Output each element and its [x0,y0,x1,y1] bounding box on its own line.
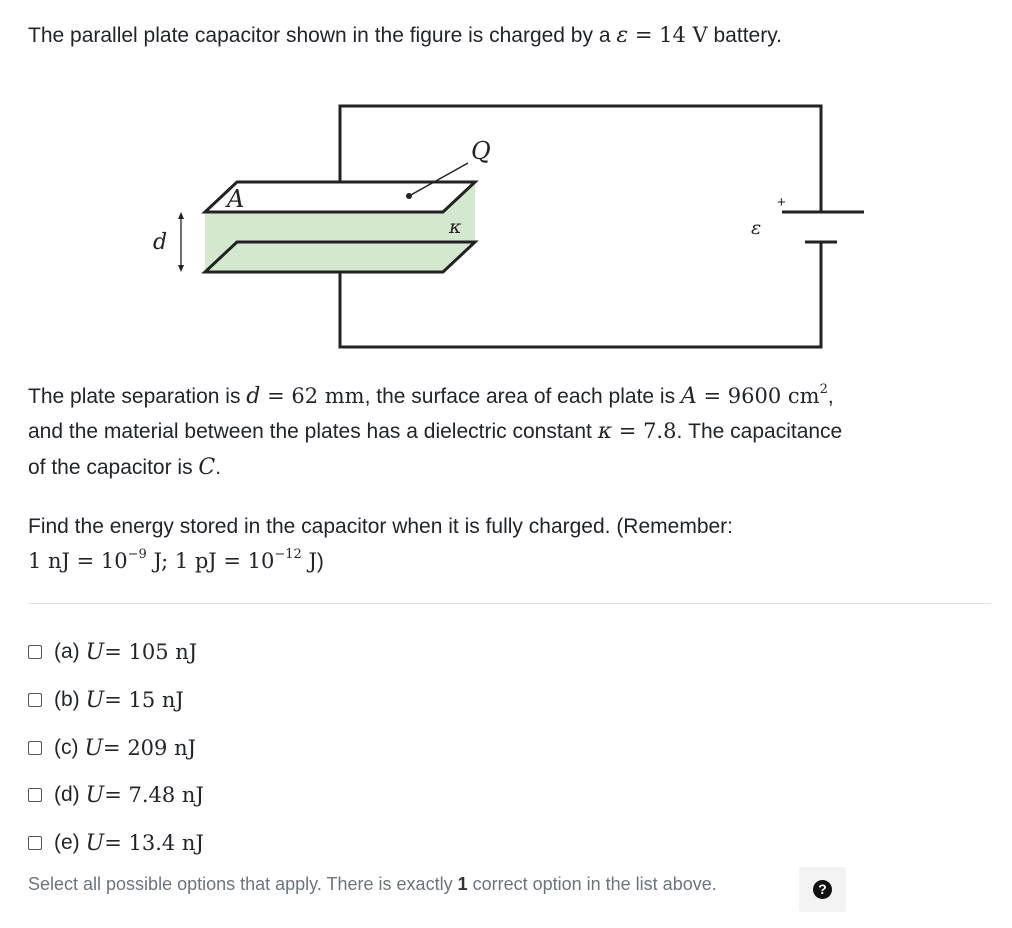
given-values-line1 [28,379,834,414]
option-d-label: (d) [54,783,80,806]
given-values-line2 [28,414,842,449]
q-paren: ) [316,550,324,573]
option-a-value: = 105 nJ [104,640,198,664]
top-plate [205,182,475,212]
given-values-line3 [28,450,221,485]
intro-text-a: The parallel plate capacitor shown in the figure is charged by a [28,24,617,47]
kappa-symbol: κ [597,419,613,444]
p2-line1-a: The plate separation is [28,385,247,408]
separation-arrow-head-top [178,212,184,219]
option-d-var: U [85,782,105,808]
option-b[interactable] [28,685,184,715]
d-value: = 62 mm [260,384,365,408]
help-button[interactable] [799,867,846,912]
option-e-checkbox[interactable] [28,836,42,850]
option-e[interactable] [28,828,204,858]
label-A: A [227,185,245,213]
A-value: = 9600 cm [696,384,820,408]
option-c-label: (c) [54,736,79,759]
option-a-checkbox[interactable] [28,645,42,659]
label-emf: ε [751,217,762,239]
option-e-value: = 13.4 nJ [104,831,204,855]
A-symbol: A [680,384,697,409]
emf-value: 14 V [659,23,708,47]
selection-help-text [28,874,717,895]
q-exp2: −12 [274,547,302,562]
section-divider [28,603,991,604]
capacitor-circuit-figure [140,95,870,355]
q-unit-c: J [301,549,317,573]
option-d-checkbox[interactable] [28,788,42,802]
p2-line2-a: and the material between the plates has a dielectric constant [28,420,598,443]
option-b-label: (b) [54,688,80,711]
separation-arrow-head-bottom [178,265,184,272]
option-c[interactable] [28,733,196,763]
p2-line3-a: of the capacitor is [28,456,199,479]
help-text-a: Select all possible options that apply. There is exactly [28,874,458,894]
option-a-label: (a) [54,640,80,663]
option-b-value: = 15 nJ [104,688,184,712]
q-exp1: −9 [127,547,147,562]
p2-line1-c: , [827,385,834,408]
intro-equals: = [628,23,660,47]
q-unit-b: J; 1 pJ = 10 [146,549,275,573]
option-b-var: U [85,687,105,713]
correct-count: 1 [457,874,468,894]
option-c-var: U [84,735,104,761]
option-d-value: = 7.48 nJ [104,783,204,807]
p2-line3-b: . [215,456,222,479]
bottom-plate [205,242,475,272]
option-a-var: U [85,639,105,665]
option-c-value: = 209 nJ [103,736,197,760]
kappa-value: = 7.8 [612,419,677,443]
intro-text-b: battery. [707,24,782,47]
label-kappa: κ [449,216,462,238]
option-e-label: (e) [54,831,80,854]
p2-line1-b: , the surface area of each plate is [364,385,681,408]
intro-text [28,18,782,53]
label-plus: + [777,194,786,211]
option-c-checkbox[interactable] [28,741,42,755]
A-exponent: 2 [819,382,828,397]
help-text-b: correct option in the list above. [467,874,717,894]
label-Q: Q [471,137,491,165]
label-d: d [153,230,168,255]
q-unit-a: 1 nJ = 10 [28,549,128,573]
emf-symbol: ε [616,23,629,48]
charge-pointer-dot [406,193,412,199]
option-e-var: U [85,830,105,856]
option-b-checkbox[interactable] [28,693,42,707]
question-circle-icon: ? [813,880,832,899]
question-line2 [28,544,324,579]
question-line1: Find the energy stored in the capacitor when it is fully charged. (Remember: [28,515,734,538]
d-symbol: d [246,384,261,409]
p2-line2-b: . The capacitance [676,420,843,443]
option-a[interactable] [28,637,197,667]
C-symbol: C [198,455,216,480]
option-d[interactable] [28,780,204,810]
